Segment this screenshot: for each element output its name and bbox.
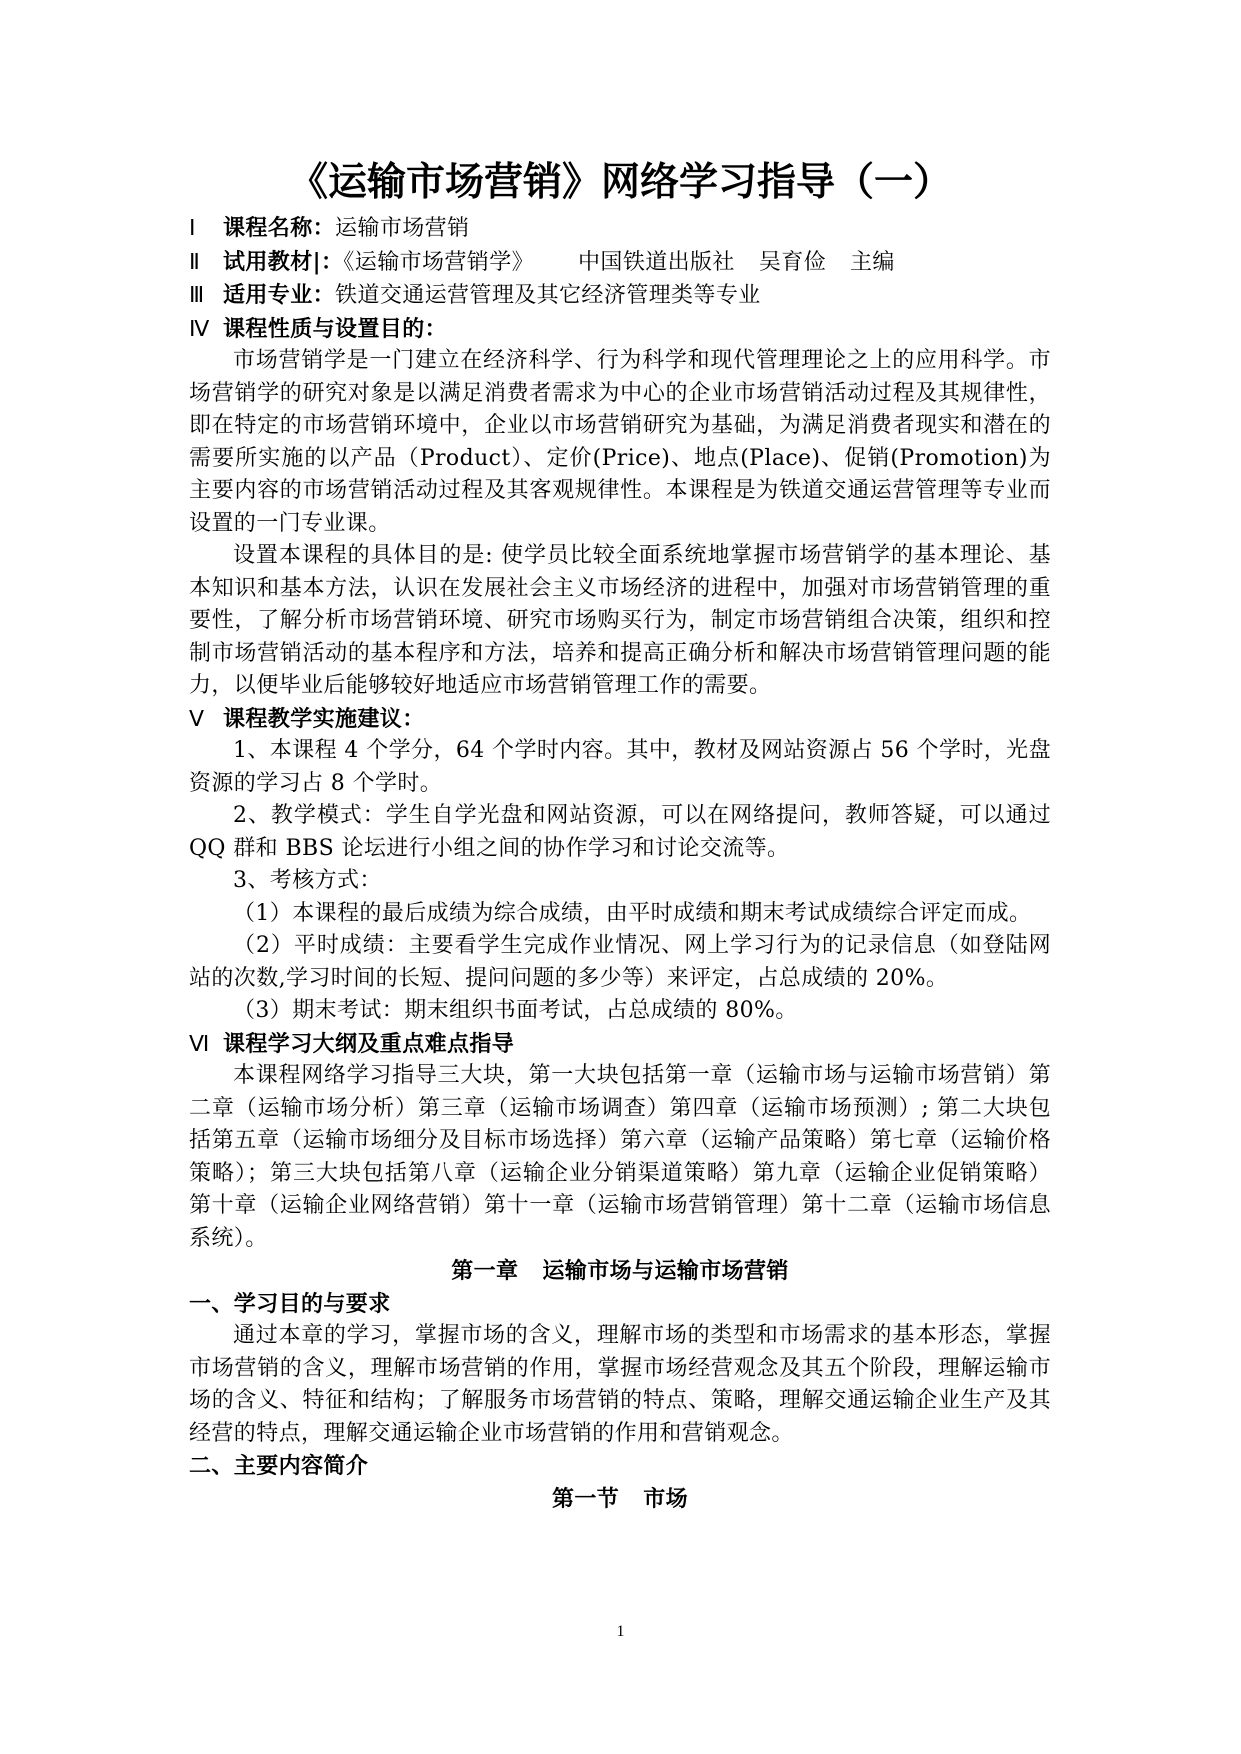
- numeral: Ⅰ: [189, 215, 196, 240]
- main-content-heading: 二、主要内容简介: [189, 1453, 369, 1479]
- section5-heading: Ⅴ 课程教学实施建议：: [189, 703, 1051, 736]
- section4-heading: Ⅳ 课程性质与设置目的：: [189, 313, 1051, 346]
- numeral: Ⅵ: [189, 1030, 210, 1056]
- textbook-publisher: 中国铁道出版社: [578, 249, 735, 275]
- course-name-label: 课程名称：: [223, 215, 336, 241]
- section5-paragraph-6: （3）期末考试：期末组织书面考试，占总成绩的 80%。: [233, 998, 798, 1023]
- document-body: [189, 212, 1051, 1515]
- section-number: 第一节: [551, 1485, 620, 1512]
- course-name-line: [189, 212, 1051, 246]
- course-name-value: 运输市场营销: [335, 216, 470, 241]
- section4-paragraph-2: 设置本课程的具体目的是: 使学员比较全面系统地掌握市场营销学的基本理论、基本知识和基本方法，认识在发展社会主义市场经济的进程中，加强对市场营销管理的重要性，了解分析市场营销环境、研究市场购买行为，制定市场营销组合决策，组织和控制市场营销活动的基本程序和方法，培养和提高正确分析和解决市场营销管理问题的能力，以便毕业后能够较好地适应市场营销管理工作的需要。: [189, 543, 1051, 698]
- section5-paragraph-4: （1）本课程的最后成绩为综合成绩，由平时成绩和期末考试成绩综合评定而成。: [233, 900, 1032, 926]
- section5-paragraph-5: （2）平时成绩：主要看学生完成作业情况、网上学习行为的记录信息（如登陆网站的次数,学习时间的长短、提问问题的多少等）来评定，占总成绩的 20%。: [189, 933, 1051, 991]
- textbook-author: 吴育俭: [758, 249, 827, 275]
- section5-paragraph-3: 3、考核方式：: [233, 868, 382, 893]
- section6-paragraph-1: 本课程网络学习指导三大块，第一大块包括第一章（运输市场与运输市场营销）第二章（运输市场分析）第三章（运输市场调查）第四章（运输市场预测）; 第二大块包括第五章（运输市场细分及目标市场选择）第六章（运输产品策略）第七章（运输价格策略）；第三大块包括第八章（运输企业分销渠道策略）第九章（运输企业促销策略）第十章（运输企业网络营销）第十一章（运输市场营销管理）第十二章（运输市场信息系统）。: [189, 1063, 1051, 1251]
- section5-paragraph-1: 1、本课程 4 个学分，64 个学时内容。其中，教材及网站资源占 56 个学时，光盘资源的学习占 8 个学时。: [189, 738, 1051, 796]
- section-title: 市场: [643, 1485, 688, 1512]
- textbook-role: 主编: [850, 249, 895, 275]
- major-line: [189, 279, 1051, 313]
- section6-heading: Ⅵ 课程学习大纲及重点难点指导: [189, 1028, 1051, 1061]
- section-heading: [189, 1483, 1051, 1516]
- chapter-title: 运输市场与运输市场营销: [542, 1258, 789, 1284]
- section5-paragraph-2: 2、教学模式：学生自学光盘和网站资源，可以在网络提问，教师答疑，可以通过 QQ 群和 BBS 论坛进行小组之间的协作学习和讨论交流等。: [189, 803, 1051, 861]
- learning-objectives-heading: 一、学习目的与要求: [189, 1290, 391, 1317]
- page-number: 1: [616, 1623, 625, 1640]
- textbook-label: 试用教材|：: [223, 248, 344, 275]
- learning-objectives-paragraph: 通过本章的学习，掌握市场的含义，理解市场的类型和市场需求的基本形态，掌握市场营销的含义，理解市场营销的作用，掌握市场经营观念及其五个阶段，理解运输市场的含义、特征和结构；了解服务市场营销的特点、策略，理解交通运输企业生产及其经营的特点，理解交通运输企业市场营销的作用和营销观念。: [189, 1323, 1051, 1446]
- chapter-number: 第一章: [451, 1258, 519, 1284]
- major-value: 铁道交通运营管理及其它经济管理类等专业: [335, 283, 761, 308]
- document-title: 《运输市场营销》网络学习指导（一）: [288, 159, 952, 205]
- section4-paragraph-1: 市场营销学是一门建立在经济科学、行为科学和现代管理理论之上的应用科学。市场营销学的研究对象是以满足消费者需求为中心的企业市场营销活动过程及其规律性，即在特定的市场营销环境中，企业以市场营销研究为基础，为满足消费者现实和潜在的需要所实施的以产品（Product）、定价(Price)、地点(Place)、促销(Promotion)为主要内容的市场营销活动过程及其客观规律性。本课程是为铁道交通运营管理等专业而设置的一门专业课。: [189, 348, 1051, 536]
- numeral: Ⅱ: [189, 248, 201, 274]
- textbook-line: [189, 246, 1051, 280]
- major-label: 适用专业：: [223, 282, 336, 308]
- numeral: Ⅴ: [189, 705, 205, 731]
- chapter-heading: [189, 1255, 1051, 1288]
- textbook-value: 《运输市场营销学》: [343, 249, 535, 275]
- numeral: Ⅲ: [189, 282, 205, 307]
- numeral: Ⅳ: [189, 315, 210, 341]
